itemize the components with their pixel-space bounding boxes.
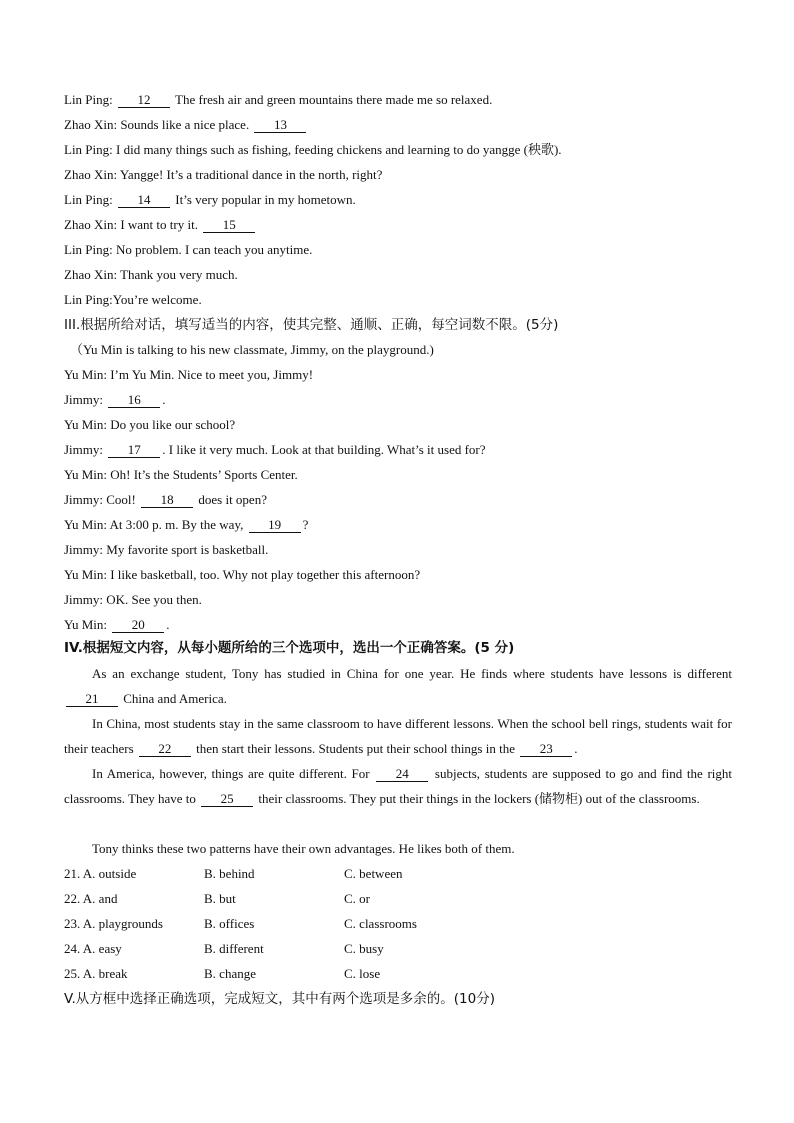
dialog-text-after: The fresh air and green mountains there made me so relaxed. <box>172 92 493 107</box>
dialog-text-after: . I like it very much. Look at that building. What’s it used for? <box>162 442 486 457</box>
dialog-text: Jimmy: <box>64 442 107 457</box>
dialog-line <box>64 391 166 409</box>
blank-25: 25 <box>201 792 253 807</box>
dialog-line <box>64 541 268 559</box>
p1-text-b: China and America. <box>120 691 227 706</box>
blank-21: 21 <box>66 692 118 707</box>
p2-text-c: . <box>574 741 578 756</box>
p4-text: Tony thinks these two patterns have their own advantages. He likes both of them. <box>92 841 515 856</box>
dialog-text: Lin Ping: <box>64 192 117 207</box>
dialog-text: Zhao Xin: I want to try it. <box>64 217 202 232</box>
dialog-line <box>64 466 298 484</box>
p2-text-a: In China, most students stay in the same classroom to have different lessons. When the school bell rings, students wait for their teachers <box>64 716 732 756</box>
answer-blank: 20 <box>112 618 164 633</box>
dialog-text: Jimmy: My favorite sport is basketball. <box>64 542 269 557</box>
option-b: B. but <box>204 891 236 906</box>
passage-paragraph-3 <box>64 761 732 811</box>
answer-blank: 13 <box>254 118 306 133</box>
blank-23: 23 <box>520 742 572 757</box>
dialog-text: Zhao Xin: Thank you very much. <box>64 267 238 282</box>
section-3-context: （Yu Min is talking to his new classmate, Jimmy, on the playground.) <box>70 342 434 357</box>
option-c: C. lose <box>344 966 381 981</box>
dialog-line <box>64 291 202 309</box>
dialog-text-after: . <box>162 392 166 407</box>
dialog-text: Yu Min: Oh! It’s the Students’ Sports Center. <box>64 467 298 482</box>
section-3-heading: III.根据所给对话，填写适当的内容，使其完整、通顺、正确，每空词数不限。(5分) <box>64 317 559 333</box>
answer-blank: 16 <box>108 393 160 408</box>
answer-blank: 19 <box>249 518 301 533</box>
dialog-text: Jimmy: OK. See you then. <box>64 592 202 607</box>
dialog-line <box>64 91 492 109</box>
option-b: B. behind <box>204 866 255 881</box>
answer-blank: 12 <box>118 93 170 108</box>
dialog-line <box>64 441 486 459</box>
dialog-text: Lin Ping:You’re welcome. <box>64 292 202 307</box>
dialog-line <box>64 416 235 434</box>
option-b: B. change <box>204 966 256 981</box>
dialog-text: Zhao Xin: Yangge! It’s a traditional dance in the north, right? <box>64 167 383 182</box>
dialog-text-after: ? <box>302 517 309 532</box>
dialog-text: Yu Min: I’m Yu Min. Nice to meet you, Jimmy! <box>64 367 314 382</box>
section-5-heading: V.从方框中选择正确选项，完成短文，其中有两个选项是多余的。(10分) <box>64 991 495 1007</box>
p2-text-b: then start their lessons. Students put their school things in the <box>192 741 519 756</box>
dialog-line <box>64 116 308 134</box>
option-c: C. between <box>344 866 403 881</box>
dialog-text: Yu Min: Do you like our school? <box>64 417 236 432</box>
answer-blank: 17 <box>108 443 160 458</box>
dialog-text-after: does it open? <box>195 492 267 507</box>
dialog-line <box>64 191 356 209</box>
dialog-line <box>64 516 308 534</box>
dialog-text: Lin Ping: No problem. I can teach you anytime. <box>64 242 313 257</box>
dialog-text: Lin Ping: I did many things such as fishing, feeding chickens and learning to do yangge (秧歌). <box>64 142 562 157</box>
dialog-text: Yu Min: I like basketball, too. Why not play together this afternoon? <box>64 567 421 582</box>
dialog-line <box>64 241 312 259</box>
passage-paragraph-2 <box>64 711 732 761</box>
option-a: 23. A. playgrounds <box>64 916 163 931</box>
option-a: 21. A. outside <box>64 866 137 881</box>
dialog-text-after: . <box>166 617 170 632</box>
option-c: C. classrooms <box>344 916 417 931</box>
dialog-line <box>64 591 202 609</box>
passage-paragraph-1 <box>64 661 732 711</box>
dialog-text: Zhao Xin: Sounds like a nice place. <box>64 117 253 132</box>
section-4-heading: IV.根据短文内容，从每小题所给的三个选项中，选出一个正确答案。(5 分) <box>64 640 515 656</box>
dialog-line <box>64 266 238 284</box>
option-c: C. or <box>344 891 370 906</box>
dialog-line <box>64 141 562 159</box>
dialog-text: Lin Ping: <box>64 92 117 107</box>
dialog-text: Jimmy: Cool! <box>64 492 140 507</box>
answer-blank: 18 <box>141 493 193 508</box>
dialog-line <box>64 616 169 634</box>
dialog-text: Yu Min: At 3:00 p. m. By the way, <box>64 517 247 532</box>
option-c: C. busy <box>344 941 384 956</box>
option-b: B. different <box>204 941 264 956</box>
option-a: 24. A. easy <box>64 941 122 956</box>
p1-text-a: As an exchange student, Tony has studied in China for one year. He finds where students have lessons is different <box>92 666 732 681</box>
option-a: 25. A. break <box>64 966 128 981</box>
dialog-line <box>64 166 382 184</box>
blank-22: 22 <box>139 742 191 757</box>
option-a: 22. A. and <box>64 891 118 906</box>
answer-blank: 14 <box>118 193 170 208</box>
dialog-text: Yu Min: <box>64 617 111 632</box>
dialog-line <box>64 216 257 234</box>
answer-blank: 15 <box>203 218 255 233</box>
option-b: B. offices <box>204 916 255 931</box>
p3-text-a: In America, however, things are quite different. For <box>92 766 375 781</box>
dialog-line <box>64 366 313 384</box>
p3-text-b: subjects, students are supposed to go and find the right classrooms. They have to <box>64 766 732 806</box>
dialog-line <box>64 566 420 584</box>
dialog-text-after: It’s very popular in my hometown. <box>172 192 356 207</box>
dialog-text: Jimmy: <box>64 392 107 407</box>
p3-text-c: their classrooms. They put their things in the lockers (储物柜) out of the classrooms. <box>255 791 700 806</box>
passage-paragraph-4 <box>64 836 732 861</box>
dialog-line <box>64 491 267 509</box>
blank-24: 24 <box>376 767 428 782</box>
